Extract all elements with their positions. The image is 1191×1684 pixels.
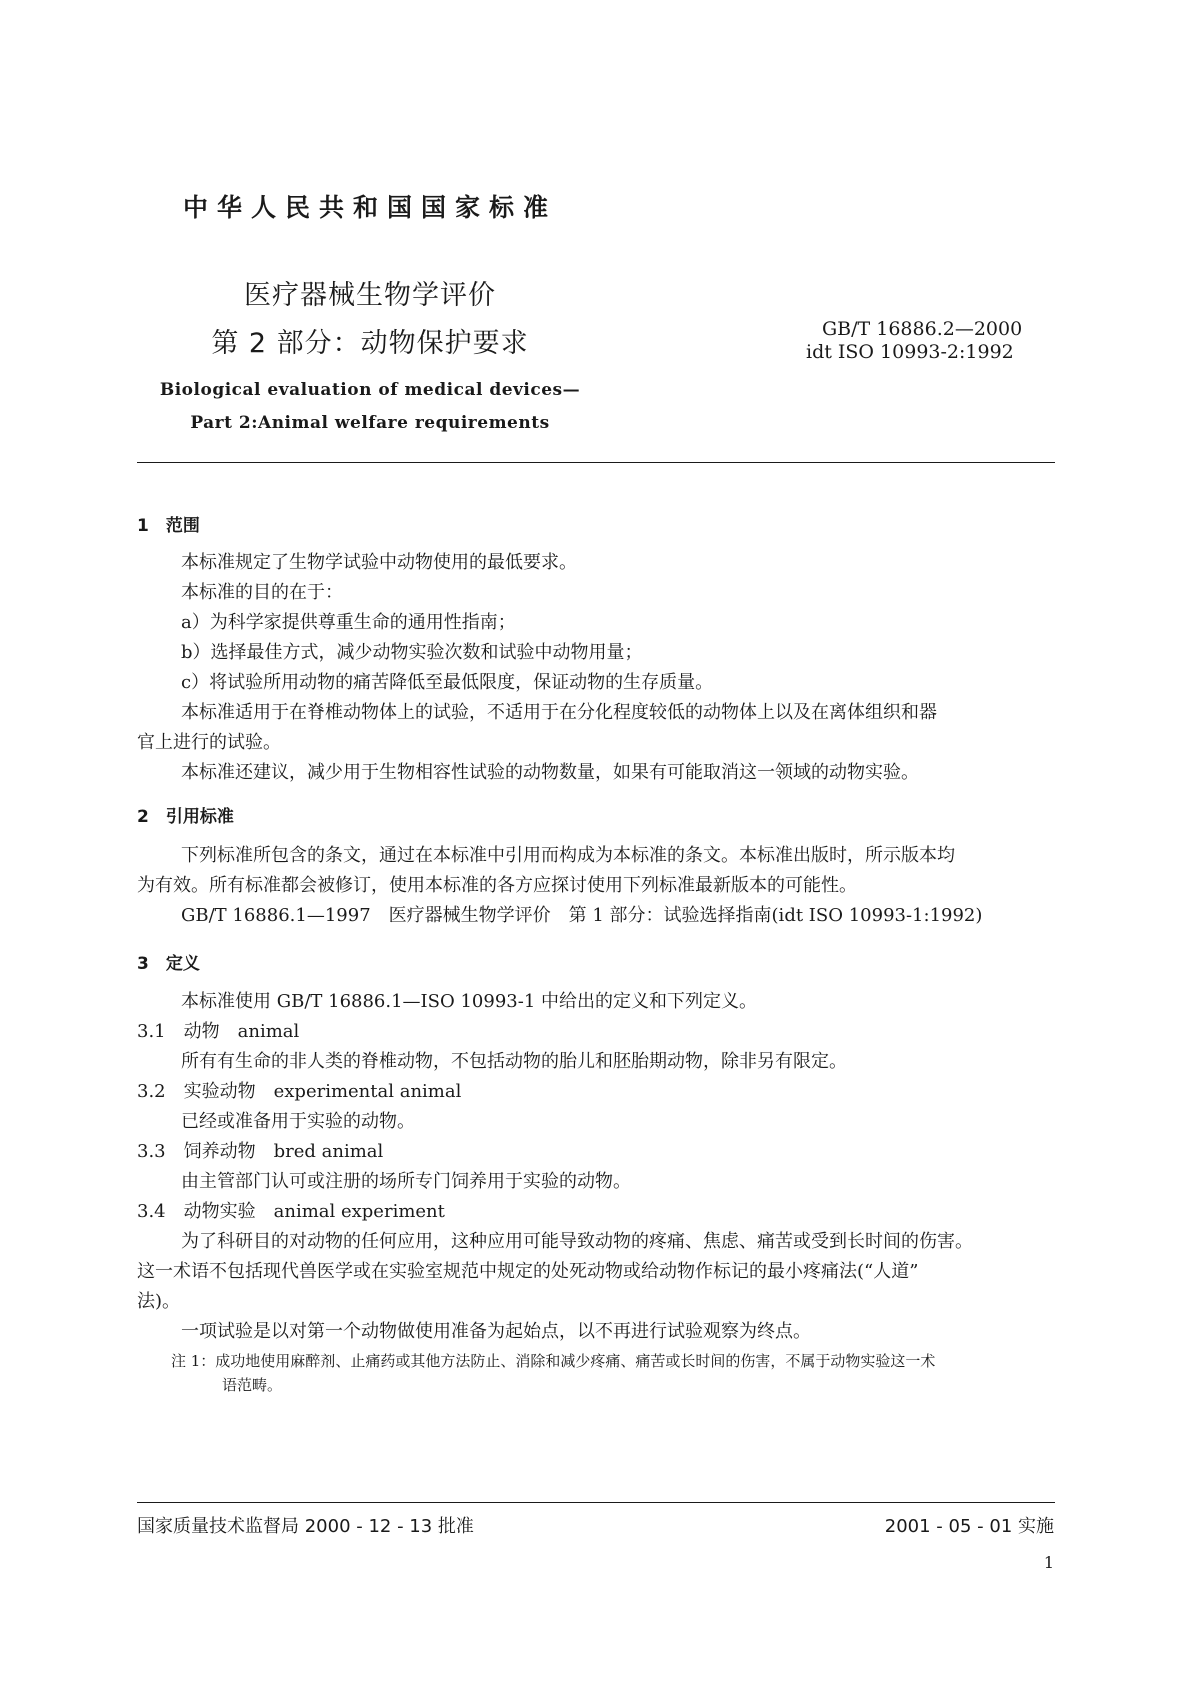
definition-3-2-term: 3.2 实验动物 experimental animal [137,1081,462,1102]
definition-3-4-term: 3.4 动物实验 animal experiment [137,1201,445,1222]
title-cn-line1: 医疗器械生物学评价 [244,280,496,311]
definition-3-4-paragraph-2: 一项试验是以对第一个动物做使用准备为起始点，以不再进行试验观察为终点。 [181,1321,811,1342]
s3-paragraph-1: 本标准使用 GB/T 16886.1—ISO 10993-1 中给出的定义和下列定义。 [181,991,757,1012]
national-standard-title: 中华人民共和国国家标准 [182,193,557,222]
definition-3-4-text-line1: 为了科研目的对动物的任何应用，这种应用可能导致动物的疼痛、焦虑、痛苦或受到长时间的伤害。 [181,1231,973,1252]
footer-divider [137,1502,1055,1503]
s1-paragraph-3-line1: 本标准适用于在脊椎动物体上的试验，不适用于在分化程度较低的动物体上以及在离体组织和器 [181,702,937,723]
definition-3-4-text-line2: 这一术语不包括现代兽医学或在实验室规范中规定的处死动物或给动物作标记的最小疼痛法(“人道” [137,1261,919,1282]
note-1-line1: 注 1：成功地使用麻醉剂、止痛药或其他方法防止、消除和减少疼痛、痛苦或长时间的伤害，不属于动物实验这一术 [171,1352,936,1370]
s2-referenced-standard: GB/T 16886.1—1997 医疗器械生物学评价 第 1 部分：试验选择指南(idt ISO 10993-1:1992) [181,905,983,926]
iso-equivalence: idt ISO 10993-2:1992 [806,341,1014,363]
title-en-line2: Part 2:Animal welfare requirements [190,413,550,433]
s1-paragraph-4: 本标准还建议，减少用于生物相容性试验的动物数量，如果有可能取消这一领域的动物实验。 [181,762,919,783]
definition-3-4-text-line3: 法)。 [137,1291,181,1312]
definition-3-3-text: 由主管部门认可或注册的场所专门饲养用于实验的动物。 [181,1171,631,1192]
definition-3-3-term: 3.3 饲养动物 bred animal [137,1141,384,1162]
s1-paragraph-1: 本标准规定了生物学试验中动物使用的最低要求。 [181,552,577,573]
definition-3-1-term: 3.1 动物 animal [137,1021,300,1042]
s1-paragraph-2: 本标准的目的在于： [181,582,343,603]
definition-3-1-text: 所有有生命的非人类的脊椎动物，不包括动物的胎儿和胚胎期动物，除非另有限定。 [181,1051,847,1072]
section-3-heading: 3 定义 [137,954,200,974]
s2-paragraph-line2: 为有效。所有标准都会被修订，使用本标准的各方应探讨使用下列标准最新版本的可能性。 [137,875,857,896]
approval-date: 国家质量技术监督局 2000 - 12 - 13 批准 [137,1516,474,1537]
title-en-line1: Biological evaluation of medical devices— [159,380,581,400]
section-2-heading: 2 引用标准 [137,807,234,827]
note-1-line2: 语范畴。 [222,1376,283,1394]
s1-item-a: a）为科学家提供尊重生命的通用性指南； [181,612,516,633]
s1-item-c: c）将试验所用动物的痛苦降低至最低限度，保证动物的生存质量。 [181,672,714,693]
title-cn-line2: 第 2 部分：动物保护要求 [211,328,529,359]
definition-3-2-text: 已经或准备用于实验的动物。 [181,1111,415,1132]
header-divider [137,462,1055,463]
implementation-date: 2001 - 05 - 01 实施 [884,1516,1054,1537]
standard-code: GB/T 16886.2—2000 [822,318,1023,340]
s2-paragraph-line1: 下列标准所包含的条文，通过在本标准中引用而构成为本标准的条文。本标准出版时，所示版本均 [181,845,955,866]
s1-paragraph-3-line2: 官上进行的试验。 [137,732,281,753]
page-number: 1 [1043,1553,1054,1572]
section-1-heading: 1 范围 [137,516,200,536]
s1-item-b: b）选择最佳方式，减少动物实验次数和试验中动物用量； [181,642,643,663]
